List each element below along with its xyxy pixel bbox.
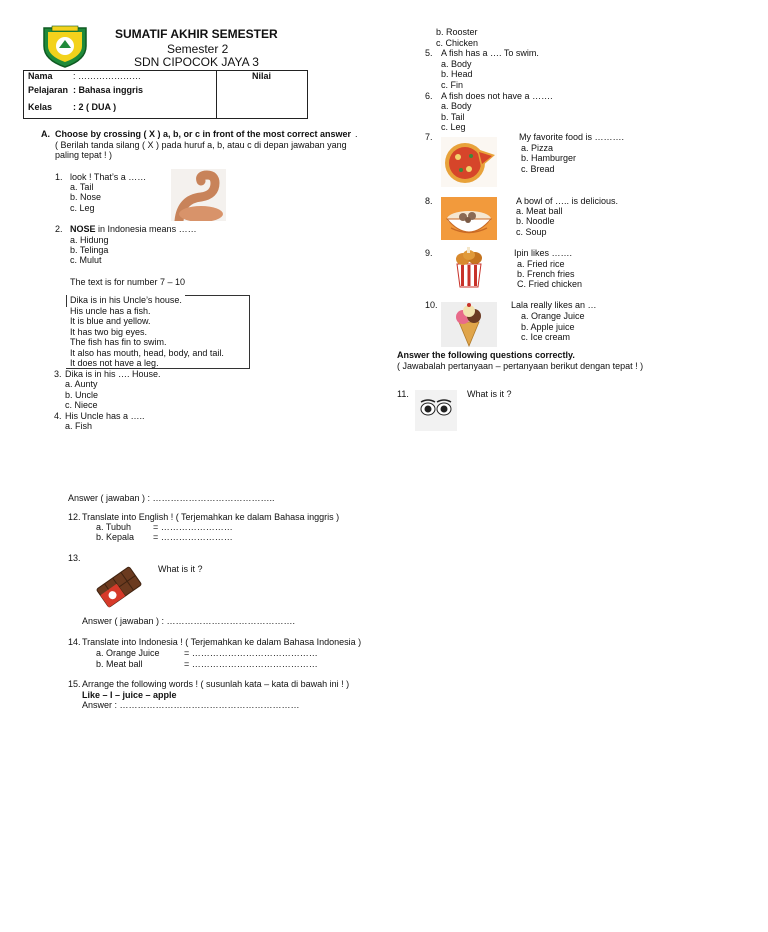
q6-option-b[interactable]: b. Tail (441, 112, 465, 122)
q12-a-answer[interactable]: = …………………… (153, 522, 233, 532)
q5-option-a[interactable]: a. Body (441, 59, 472, 69)
reading-line: It does not have a leg. (70, 358, 159, 368)
ice-cream-icon (441, 302, 497, 347)
q12-a-label: a. Tubuh (96, 522, 132, 532)
identity-table (23, 70, 308, 119)
reading-line: His uncle has a fish. (70, 306, 151, 316)
q12-b-answer[interactable]: = …………………… (153, 532, 233, 542)
q9-text: Ipin likes ……. (514, 248, 573, 258)
q7-option-b[interactable]: b. Hamburger (521, 153, 577, 163)
q4-option-c[interactable]: c. Chicken (436, 38, 479, 48)
section-a-instruction-id-1: ( Berilah tanda silang ( X ) pada huruf a, b, atau c di depan jawaban yang (55, 140, 347, 150)
q3-option-c[interactable]: c. Niece (65, 400, 98, 410)
q12-number: 12. (68, 512, 81, 522)
q12-text: Translate into English ! ( Terjemahkan ke dalam Bahasa inggris ) (82, 512, 340, 522)
q4-option-a[interactable]: a. Fish (65, 421, 93, 431)
q2-number: 2. (55, 224, 63, 234)
q3-text: Dika is in his …. House. (65, 369, 161, 379)
q9-option-a[interactable]: a. Fried rice (517, 259, 565, 269)
q11-answer-line[interactable]: Answer ( jawaban ) : ………………………………….. (68, 493, 275, 503)
eyes-icon (415, 390, 457, 431)
reading-line: It also has mouth, head, body, and tail. (70, 348, 224, 358)
q7-option-c[interactable]: c. Bread (521, 164, 555, 174)
q2-option-b[interactable]: b. Telinga (70, 245, 109, 255)
section-b-instruction: Answer the following questions correctly. (397, 350, 575, 360)
q15-text: Arrange the following words ! ( susunlah kata – kata di bawah ini ! ) (82, 679, 350, 689)
reading-box-left (66, 295, 67, 307)
q7-option-a[interactable]: a. Pizza (521, 143, 554, 153)
section-a-instruction-id-2: paling tepat ! ) (55, 150, 113, 160)
q1-text: look ! That’s a …… (70, 172, 147, 182)
q5-text: A fish has a …. To swim. (441, 48, 539, 58)
section-a-letter: A. (41, 129, 50, 139)
q4-text: His Uncle has a ….. (65, 411, 145, 421)
pelajaran-label: Pelajaran (28, 85, 69, 95)
school-name: SDN CIPOCOK JAYA 3 (134, 55, 259, 69)
section-b-instruction-id: ( Jawabalah pertanyaan – pertanyaan berikut dengan tepat ! ) (397, 361, 644, 371)
q5-option-b[interactable]: b. Head (441, 69, 473, 79)
pelajaran-value: : Bahasa inggris (73, 85, 144, 95)
q9-number: 9. (425, 248, 433, 258)
q2-rest: in Indonesia means …… (95, 224, 197, 234)
q8-option-b[interactable]: b. Noodle (516, 216, 555, 226)
q8-option-c[interactable]: c. Soup (516, 227, 547, 237)
fried-chicken-icon (448, 246, 490, 288)
q12-b-label: b. Kepala (96, 532, 135, 542)
q6-text: A fish does not have a ……. (441, 91, 553, 101)
q6-option-c[interactable]: c. Leg (441, 122, 466, 132)
q10-number: 10. (425, 300, 438, 310)
q14-a-label: a. Orange Juice (96, 648, 160, 658)
q5-option-c[interactable]: c. Fin (441, 80, 464, 90)
nama-label: Nama (28, 71, 53, 81)
reading-line: The fish has fin to swim. (70, 337, 167, 347)
q10-option-a[interactable]: a. Orange Juice (521, 311, 585, 321)
q14-b-label: b. Meat ball (96, 659, 143, 669)
kelas-label: Kelas (28, 102, 53, 112)
section-a-instruction: Choose by crossing ( X ) a, b, or c in front of the most correct answer (55, 129, 352, 139)
exam-title: SUMATIF AKHIR SEMESTER (115, 27, 278, 41)
school-logo (40, 24, 90, 68)
q9-option-c[interactable]: C. Fried chicken (517, 279, 583, 289)
q2-text (70, 224, 197, 235)
q8-number: 8. (425, 196, 433, 206)
q13-answer-line[interactable]: Answer ( jawaban ) : ……………………………………. (82, 616, 296, 626)
q3-option-a[interactable]: a. Aunty (65, 379, 98, 389)
q7-number: 7. (425, 132, 433, 142)
q6-option-a[interactable]: a. Body (441, 101, 472, 111)
q13-number: 13. (68, 553, 81, 563)
q2-option-c[interactable]: c. Mulut (70, 255, 102, 265)
q4-number: 4. (54, 411, 62, 421)
q4-option-b[interactable]: b. Rooster (436, 27, 478, 37)
q14-a-answer[interactable]: = …………………………………… (184, 648, 318, 658)
q3-option-b[interactable]: b. Uncle (65, 390, 99, 400)
section-a-period: . (355, 129, 358, 139)
q3-number: 3. (54, 369, 62, 379)
q14-b-answer[interactable]: = …………………………………… (184, 659, 318, 669)
chocolate-icon (94, 563, 144, 610)
q9-option-b[interactable]: b. French fries (517, 269, 575, 279)
reading-line: It is blue and yellow. (70, 316, 151, 326)
q2-keyword: NOSE (70, 224, 96, 234)
q14-text: Translate into Indonesia ! ( Terjemahkan ke dalam Bahasa Indonesia ) (82, 637, 362, 647)
q2-option-a[interactable]: a. Hidung (70, 235, 109, 245)
q1-option-b[interactable]: b. Nose (70, 192, 102, 202)
reading-intro: The text is for number 7 – 10 (70, 277, 186, 287)
nilai-label: Nilai (252, 71, 272, 81)
q10-option-c[interactable]: c. Ice cream (521, 332, 571, 342)
reading-line: Dika is in his Uncle’s house. (70, 295, 182, 305)
q11-number: 11. (397, 389, 409, 399)
pizza-icon (441, 137, 497, 187)
kelas-value: : 2 ( DUA ) (73, 102, 117, 112)
q1-option-c[interactable]: c. Leg (70, 203, 95, 213)
q11-text: What is it ? (467, 389, 512, 399)
q15-answer-line[interactable]: Answer : …………………………………………………… (82, 700, 300, 710)
nama-value: : ………………… (73, 71, 142, 81)
semester-label: Semester 2 (167, 42, 229, 56)
q14-number: 14. (68, 637, 81, 647)
q5-number: 5. (425, 48, 433, 58)
q7-text: My favorite food is ………. (519, 132, 625, 142)
meatball-soup-icon (441, 197, 497, 240)
q1-number: 1. (55, 172, 63, 182)
q1-option-a[interactable]: a. Tail (70, 182, 94, 192)
q8-text: A bowl of ….. is delicious. (516, 196, 619, 206)
q15-words: Like – I – juice – apple (82, 690, 177, 700)
q6-number: 6. (425, 91, 433, 101)
q15-number: 15. (68, 679, 81, 689)
reading-line: It has two big eyes. (70, 327, 148, 337)
q8-option-a[interactable]: a. Meat ball (516, 206, 563, 216)
q10-option-b[interactable]: b. Apple juice (521, 322, 575, 332)
q10-text: Lala really likes an … (511, 300, 597, 310)
tail-icon (171, 169, 226, 221)
q13-text: What is it ? (158, 564, 203, 574)
